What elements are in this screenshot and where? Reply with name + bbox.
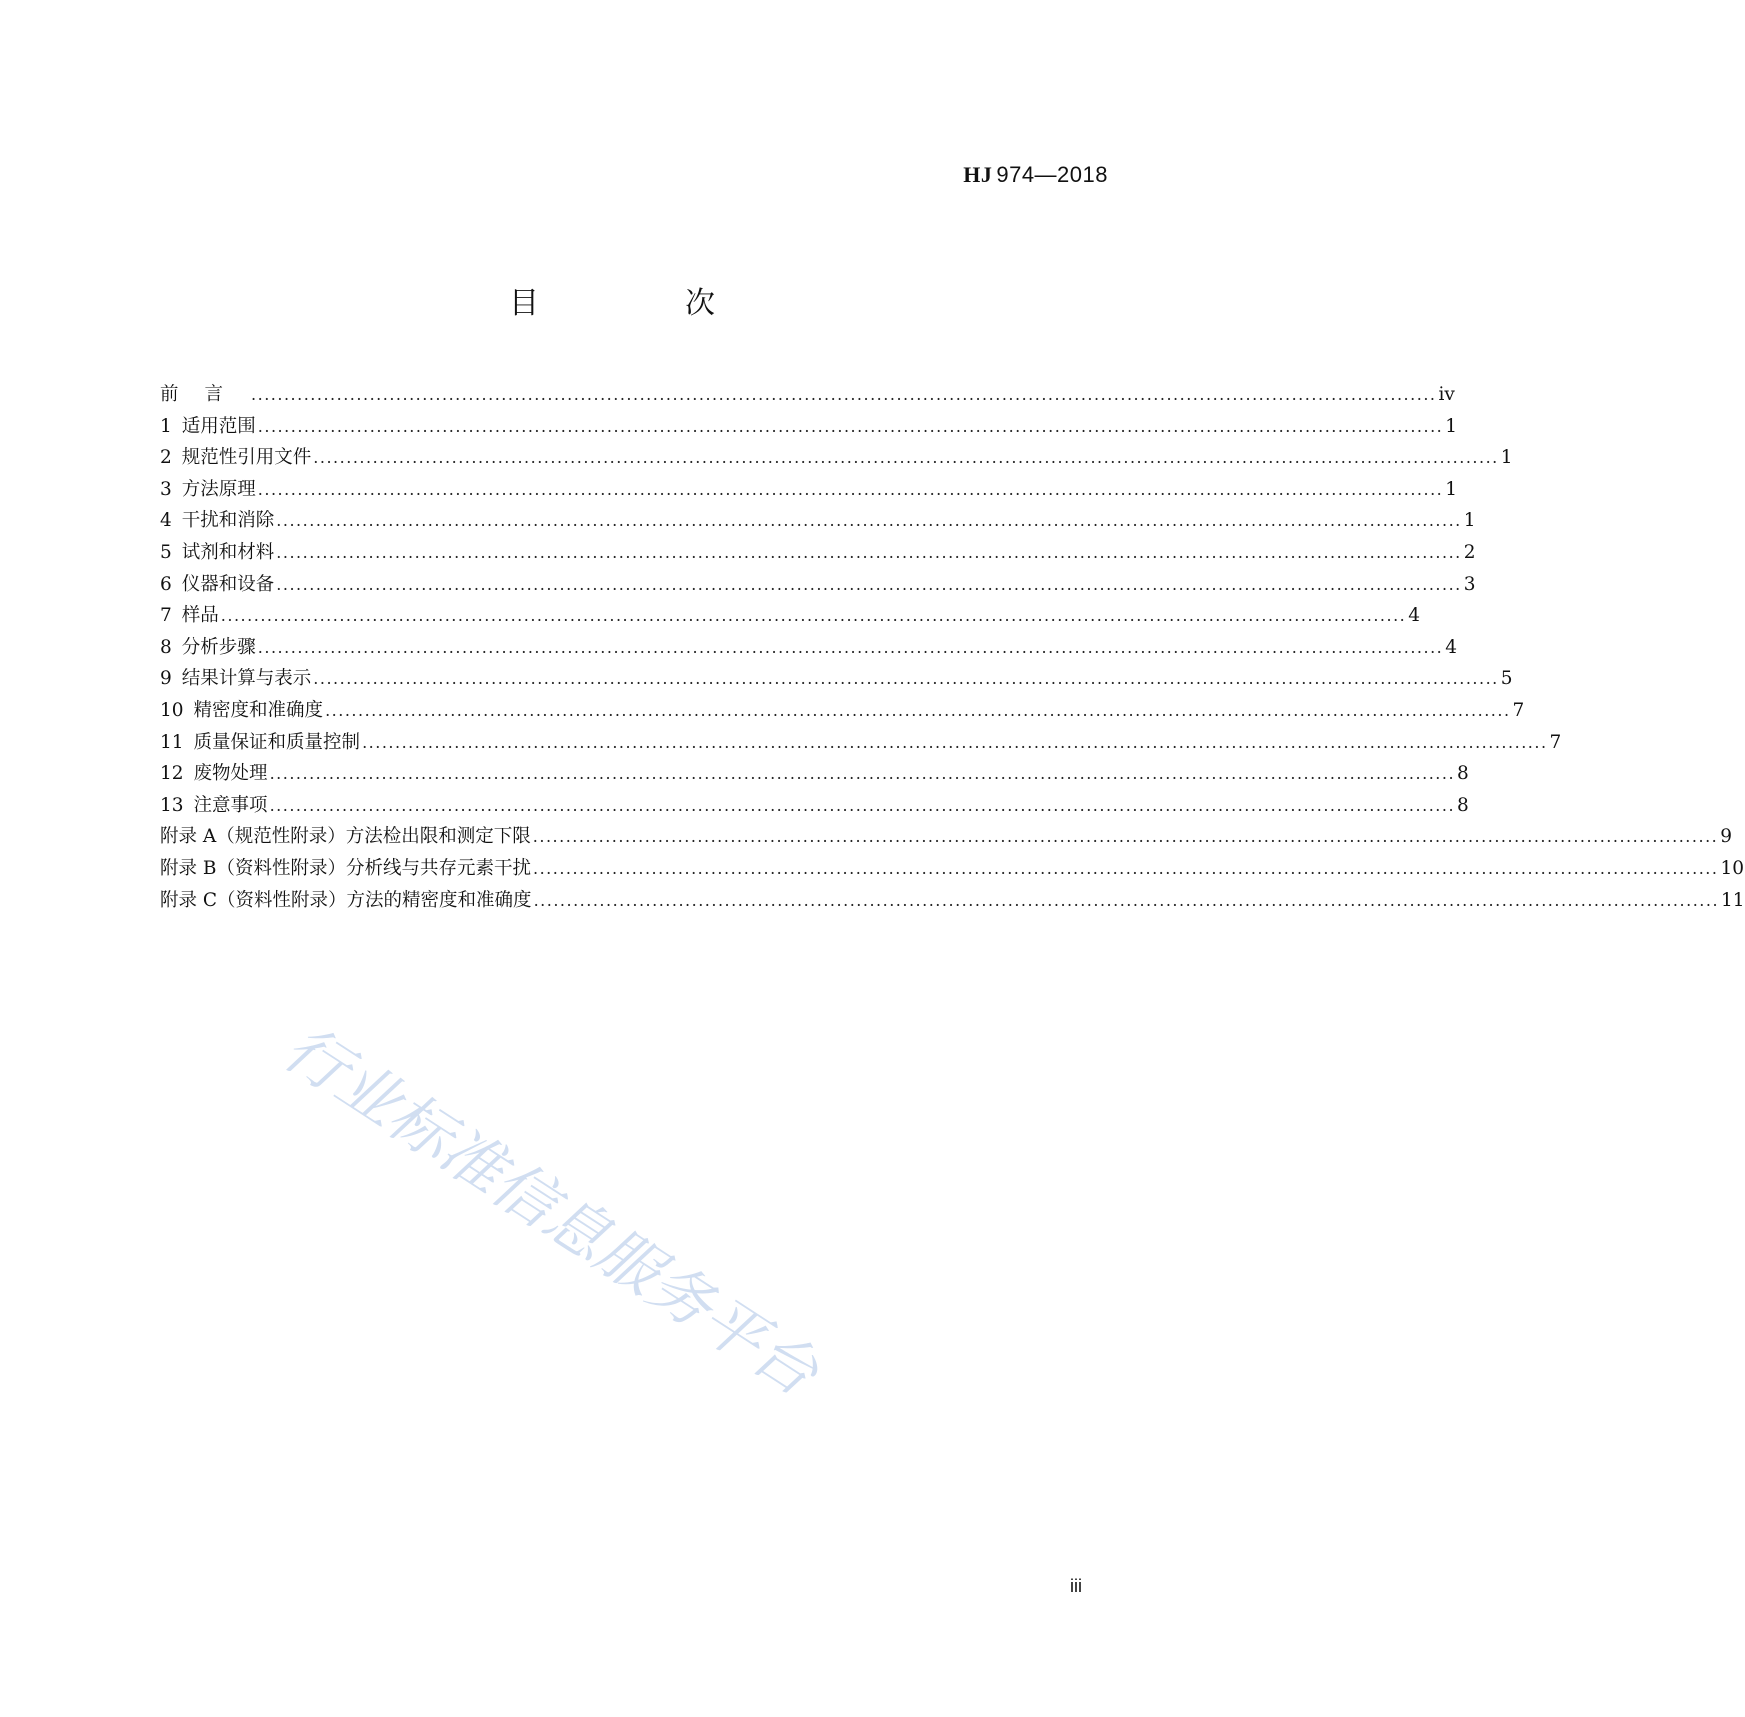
toc-leader-dots: ....................................................................................................................................................................................	[313, 669, 1499, 689]
toc-page: 7	[1549, 731, 1562, 753]
toc-leader-dots: ....................................................................................................................................................................................	[276, 511, 1462, 531]
toc-label: 方法原理	[181, 478, 256, 500]
appendix-label: 方法的精密度和准确度	[346, 889, 532, 911]
toc-page: 8	[1457, 794, 1469, 816]
toc-label: 注意事项	[193, 794, 268, 816]
toc-label: 质量保证和质量控制	[193, 731, 361, 753]
table-of-contents	[160, 380, 1745, 917]
toc-label: 废物处理	[193, 763, 268, 785]
toc-entry[interactable]	[160, 696, 1525, 728]
toc-number: 11	[160, 731, 184, 753]
toc-entry[interactable]	[160, 412, 1458, 444]
toc-label: 试剂和材料	[181, 541, 275, 563]
toc-leader-dots: ....................................................................................................................................................................................	[257, 637, 1444, 657]
toc-leader-dots: ....................................................................................................................................................................................	[257, 416, 1444, 436]
toc-leader-dots: ....................................................................................................................................................................................	[276, 542, 1462, 562]
toc-entry[interactable]	[160, 791, 1469, 823]
toc-leader-dots: ....................................................................................................................................................................................	[313, 448, 1499, 468]
toc-appendix-entry[interactable]	[160, 886, 1745, 918]
toc-entry[interactable]	[160, 728, 1562, 760]
toc-number: 5	[160, 541, 172, 563]
standard-number: 974—2018	[996, 162, 1108, 187]
toc-leader-dots: ....................................................................................................................................................................................	[533, 858, 1719, 878]
toc-page: 9	[1720, 826, 1733, 848]
toc-number: 7	[160, 605, 172, 627]
toc-number: 3	[160, 478, 172, 500]
toc-leader-dots: ....................................................................................................................................................................................	[325, 700, 1511, 720]
toc-page: 1	[1445, 478, 1458, 500]
toc-entry[interactable]	[160, 664, 1513, 696]
appendix-prefix: 附录 A（规范性附录）	[160, 826, 346, 848]
appendix-prefix: 附录 C（资料性附录）	[160, 889, 347, 911]
toc-number: 8	[160, 636, 172, 658]
toc-leader-dots: ....................................................................................................................................................................................	[257, 479, 1444, 499]
toc-entry[interactable]	[160, 538, 1476, 570]
toc-page: 4	[1408, 605, 1421, 627]
toc-number: 12	[160, 763, 184, 785]
toc-page: 10	[1720, 857, 1745, 879]
toc-number: 6	[160, 573, 172, 595]
toc-leader-dots: ....................................................................................................................................................................................	[220, 606, 1407, 626]
toc-page: 3	[1463, 573, 1476, 595]
toc-leader-dots: ....................................................................................................................................................................................	[269, 764, 1456, 784]
toc-leader-dots: ....................................................................................................................................................................................	[276, 574, 1462, 594]
toc-label: 分析步骤	[181, 636, 256, 658]
toc-leader-dots: ....................................................................................................................................................................................	[269, 795, 1456, 815]
toc-appendix-entry[interactable]	[160, 854, 1745, 886]
standard-code	[963, 162, 1108, 188]
toc-leader-dots: ....................................................................................................................................................................................	[251, 385, 1437, 404]
toc-entry[interactable]	[160, 601, 1421, 633]
toc-page: 7	[1512, 699, 1525, 721]
toc-label: 适用范围	[181, 415, 256, 437]
toc-entry[interactable]	[160, 506, 1476, 538]
watermark: 行业标准信息服务平台	[271, 1010, 831, 1410]
toc-page: iv	[1438, 384, 1455, 405]
toc-label: 仪器和设备	[181, 573, 275, 595]
toc-number: 1	[160, 415, 172, 437]
toc-number: 2	[160, 447, 172, 469]
toc-page: 8	[1457, 763, 1469, 785]
page-title: 目 次	[509, 286, 773, 321]
toc-page: 1	[1500, 447, 1513, 469]
toc-number: 4	[160, 510, 172, 532]
toc-entry-foreword[interactable]	[160, 380, 1455, 412]
toc-entry[interactable]	[160, 759, 1469, 791]
toc-page: 11	[1721, 889, 1745, 911]
toc-label: 结果计算与表示	[181, 668, 312, 690]
toc-entry[interactable]	[160, 633, 1458, 665]
toc-page: 1	[1445, 415, 1458, 437]
toc-entry[interactable]	[160, 475, 1458, 507]
toc-label: 精密度和准确度	[193, 699, 324, 721]
toc-label: 样品	[181, 605, 219, 627]
toc-number: 9	[160, 668, 172, 690]
toc-page: 1	[1463, 510, 1476, 532]
toc-label: 干扰和消除	[181, 510, 275, 532]
toc-number: 10	[160, 699, 184, 721]
page-number: iii	[1070, 1576, 1082, 1596]
appendix-prefix: 附录 B（资料性附录）	[160, 857, 346, 879]
appendix-label: 方法检出限和测定下限	[345, 826, 531, 848]
toc-page: 2	[1463, 541, 1476, 563]
toc-label	[160, 380, 249, 406]
appendix-label: 分析线与共存元素干扰	[345, 857, 531, 879]
toc-appendix-entry[interactable]	[160, 822, 1733, 854]
toc-entry[interactable]	[160, 443, 1513, 475]
toc-leader-dots: ....................................................................................................................................................................................	[362, 732, 1548, 752]
toc-page: 5	[1500, 668, 1513, 690]
toc-number: 13	[160, 794, 184, 816]
toc-label-text: 前言	[160, 384, 250, 405]
toc-leader-dots: ....................................................................................................................................................................................	[533, 890, 1720, 910]
standard-prefix: HJ	[963, 162, 993, 187]
toc-entry[interactable]	[160, 570, 1476, 602]
toc-leader-dots: ....................................................................................................................................................................................	[532, 827, 1719, 847]
toc-label: 规范性引用文件	[181, 447, 312, 469]
toc-page: 4	[1445, 636, 1458, 658]
